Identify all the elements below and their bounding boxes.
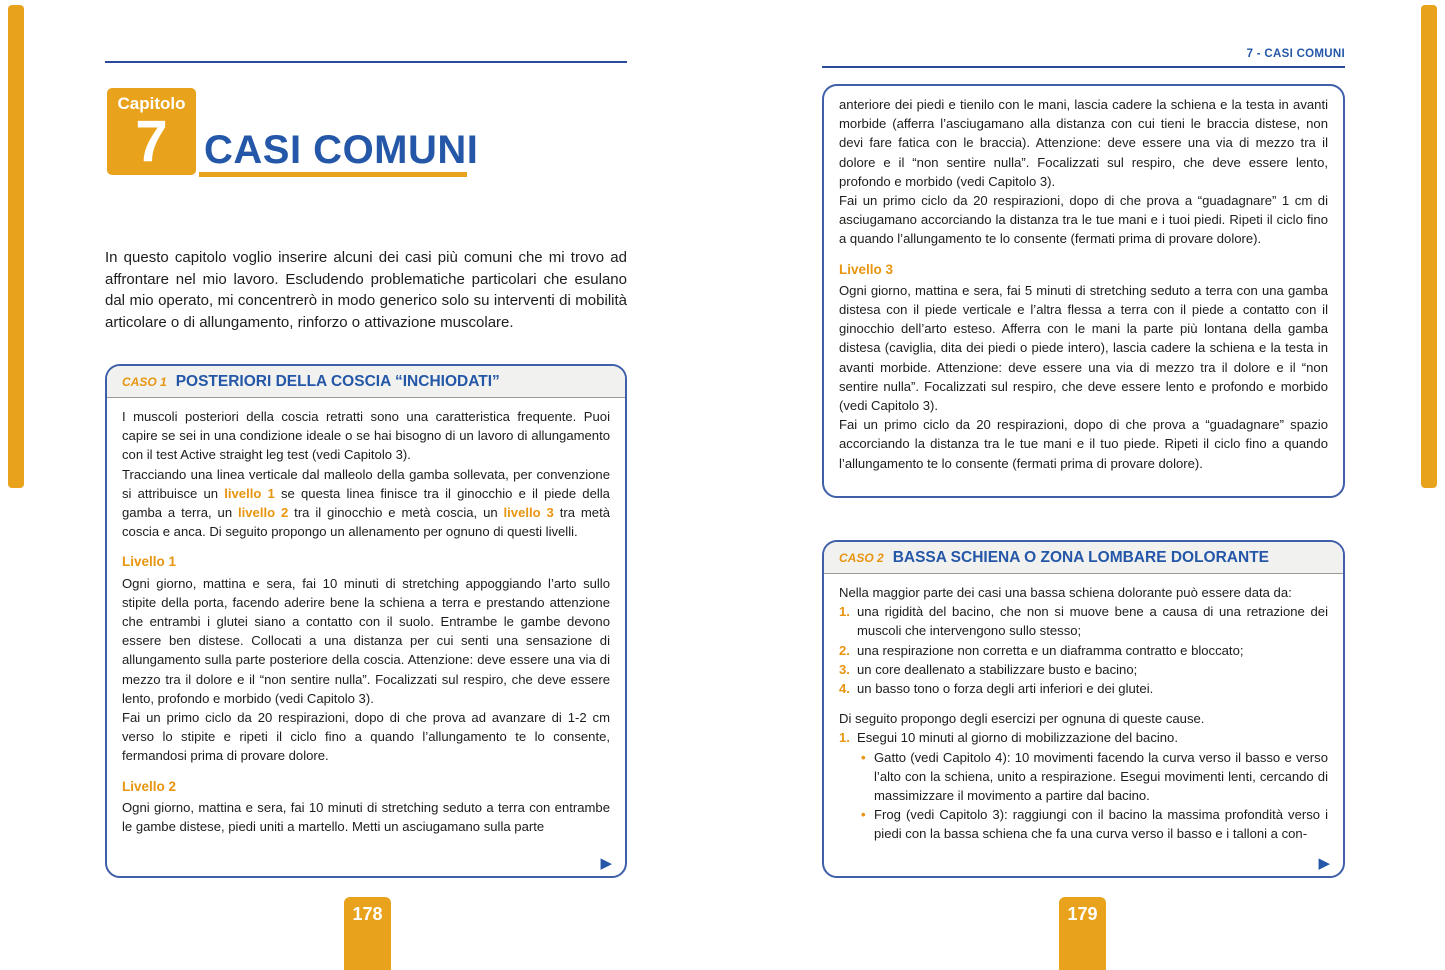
livello3-inline: livello 3 [503, 505, 554, 521]
page-number-tab-right [1059, 897, 1106, 970]
livello1-inline: livello 1 [224, 485, 275, 501]
caso1-title: POSTERIORI DELLA COSCIA “INCHIODATI” [175, 373, 500, 390]
continuation-arrow-icon: ▶ [1318, 855, 1330, 872]
chapter-number: 7 [135, 109, 168, 174]
continuation-arrow-icon: ▶ [600, 855, 612, 872]
cause-text: un core deallenato a stabilizzare busto e bacino; [857, 661, 1138, 677]
caso1-header [107, 366, 625, 398]
caso2-label: CASO 2 [839, 551, 884, 565]
caso1-box [105, 364, 627, 878]
caso1-paragraph-1: I muscoli posteriori della coscia retratti sono una caratteristica frequente. Puoi capire se sei in una condizione ideale o se hai bisogno di un lavoro di allungamento con il test Active straight leg test (vedi Capitolo 3). [122, 409, 610, 463]
cont-paragraph-4: Fai un primo ciclo da 20 respirazioni, dopo di che prova a “guadagnare” spazio accorciando la distanza tra le tue mani e il tuo piede. Ripeti il ciclo fino a quando l’allungamento te lo consente (fermati prima di provare dolore). [839, 417, 1328, 471]
cause-number: 1. [839, 604, 850, 620]
livello1-heading: Livello 1 [122, 554, 177, 570]
chapter-number-box [107, 88, 196, 175]
chapter-intro: In questo capitolo voglio inserire alcuni dei casi più comuni che mi trovo ad affrontare nel mio lavoro. Escludendo problematiche particolari che esulano dal mio operato, mi concentrerò in modo generico solo su interventi di mobilità articolare o di allungamento, rinforzo o attivazione muscolare. [105, 249, 627, 331]
cause-number: 2. [839, 642, 850, 658]
cont-paragraph-3: Ogni giorno, mattina e sera, fai 5 minuti di stretching seduto a terra con una gamba distesa con il piede verticale e l’altra flessa a terra con il piede a contatto con il ginocchio dell’arto esteso. Afferra con le mani la parte più lontana della gamba distesa (caviglia, dita dei piedi o piede intero), lascia cadere la schiena e la testa in avanti morbide. Attenzione: deve essere una via di mezzo tra il dolore e il “non sentire nulla”. Focalizzati sul respiro, che deve essere lento e profondo e morbido (vedi Capitolo 3). [839, 282, 1328, 414]
caso1-label: CASO 1 [122, 375, 167, 389]
page-number-left: 178 [352, 904, 383, 924]
cause-item [839, 641, 1328, 660]
livello2-heading: Livello 2 [122, 778, 177, 794]
header-rule-right [822, 66, 1345, 68]
caso1-paragraph-3: Ogni giorno, mattina e sera, fai 10 minuti di stretching appoggiando l’arto sullo stipite della porta, facendo aderire bene la schiena a terra e prestando attenzione che entrambi i glutei siano a contatto con il suolo. Entrambe le gambe devono essere ben distese. Collocati a una distanza per cui senti una sensazione di allungamento sulla parte posteriore della coscia. Attenzione: deve essere una via di mezzo tra il dolore e il “non sentire nulla”. Focalizzati sul respiro, che deve essere lento, profondo e morbido (vedi Capitolo 3). [122, 575, 610, 706]
header-rule-left [105, 61, 627, 63]
exercise-number: 1. [839, 730, 850, 746]
caso1-continuation-body [824, 86, 1343, 487]
text-segment: tra metà coscia e anca. Di seguito propongo un allenamento per ognuno di questi livelli. [122, 505, 610, 540]
caso2-intro: Nella maggior parte dei casi una bassa schiena dolorante può essere data da: [839, 585, 1292, 600]
bullet-text: Frog (vedi Capitolo 3): raggiungi con il bacino la massima profondità verso i piedi con la bassa schiena che fa una curva verso il basso e i talloni a con- [874, 807, 1328, 842]
cause-item [839, 679, 1328, 698]
cause-text: una respirazione non corretta e un diaframma contratto e bloccato; [857, 642, 1244, 658]
left-edge-bar [8, 5, 24, 488]
cont-paragraph-2: Fai un primo ciclo da 20 respirazioni, dopo di che prova a “guadagnare” 1 cm di asciugamano accorciando la distanza tra le tue mani e i tuoi piedi. Ripeti il ciclo fino a quando l’allungamento te lo consente (fermati prima di provare dolore). [839, 193, 1328, 247]
caso1-paragraph-5: Ogni giorno, mattina e sera, fai 10 minuti di stretching seduto a terra con entrambe le gambe distese, piedi uniti a martello. Metti un asciugamano sulla parte [122, 799, 610, 835]
caso2-header [824, 542, 1343, 574]
exercises-intro: Di seguito propongo degli esercizi per ognuna di queste cause. [839, 711, 1205, 727]
cause-item [839, 660, 1328, 679]
page-number-right: 179 [1067, 904, 1098, 924]
livello2-inline: livello 2 [238, 505, 289, 521]
bullet-icon: • [861, 807, 866, 823]
bullet-text: Gatto (vedi Capitolo 4): 10 movimenti facendo la curva verso il basso e verso l’alto con la schiena, unito a respirazione. Esegui movimenti lenti, cercando di massimizzare il movimento a partire dal bacino. [874, 749, 1328, 804]
text-segment: se questa linea finisce tra il ginocchio e il piede della gamba a terra, un [122, 485, 610, 521]
cause-number: 3. [839, 661, 850, 677]
bullet-item [857, 805, 1328, 843]
page-number-tab-left [344, 897, 391, 970]
caso1-continuation-box [822, 84, 1345, 498]
caso1-paragraph-4: Fai un primo ciclo da 20 respirazioni, dopo di che prova ad avanzare di 1-2 cm verso lo stipite e ripeti il ciclo fino a quando l’allungamento te lo consente, fermandosi prima di provare dolore. [122, 710, 610, 764]
caso2-body [824, 574, 1343, 858]
text-segment: tra il ginocchio e metà coscia, un [288, 505, 504, 521]
exercise-text: Esegui 10 minuti al giorno di mobilizzazione del bacino. [857, 730, 1178, 746]
chapter-title-underline [199, 172, 467, 177]
caso1-paragraph-2 [122, 465, 610, 542]
chapter-label: Capitolo [117, 94, 186, 113]
caso2-box [822, 540, 1345, 878]
running-header: 7 - CASI COMUNI [1246, 48, 1345, 60]
right-edge-bar [1421, 5, 1437, 488]
chapter-title: CASI COMUNI [204, 128, 479, 172]
livello3-heading: Livello 3 [839, 261, 894, 277]
cause-number: 4. [839, 681, 850, 697]
caso2-title: BASSA SCHIENA O ZONA LOMBARE DOLORANTE [892, 549, 1269, 566]
cause-text: una rigidità del bacino, che non si muove bene a causa di una retrazione dei muscoli che intervengono sullo stesso; [857, 604, 1328, 639]
bullet-icon: • [861, 749, 866, 765]
cont-paragraph-1: anteriore dei piedi e tienilo con le mani, lascia cadere la schiena e la testa in avanti morbide (afferra l’asciugamano alla distanza con cui tieni le braccia distese, non devi fare fatica con le braccia). Attenzione: deve essere una via di mezzo tra il dolore e il “non sentire nulla”. Focalizzati sul respiro, che deve essere lento, profondo e morbido (vedi Capitolo 3). [839, 97, 1328, 189]
exercise-item [839, 728, 1328, 747]
cause-item [839, 602, 1328, 640]
cause-text: un basso tono o forza degli arti inferiori e dei glutei. [857, 681, 1154, 697]
bullet-item [857, 748, 1328, 806]
caso1-body [107, 398, 625, 850]
text-segment: Tracciando una linea verticale dal malleolo della gamba sollevata, per convenzione si attribuisce un [122, 466, 610, 501]
